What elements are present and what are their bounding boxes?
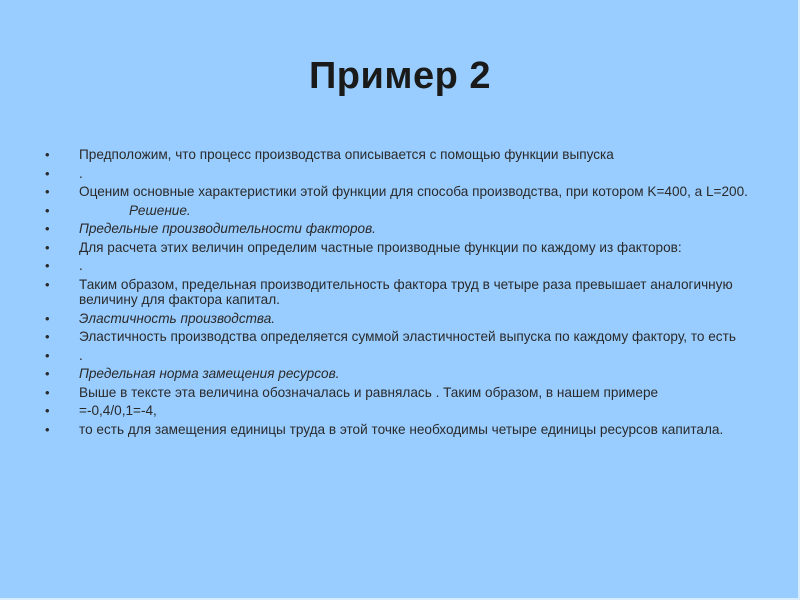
list-item-text: Решение. <box>129 202 191 218</box>
list-item <box>0 221 800 237</box>
list-item-text: Таким образом, предельная производительность фактора труд в четыре раза превышает аналогичную величину для фактора капитал. <box>79 276 733 307</box>
list-item-text: Предположим, что процесс производства описывается с помощью функции выпуска <box>79 147 614 162</box>
list-item-text: то есть для замещения единицы труда в этой точке необходимы четыре единицы ресурсов капитала. <box>79 421 724 437</box>
bullet-icon: • <box>45 147 50 162</box>
list-item <box>0 184 800 200</box>
list-item <box>0 403 800 419</box>
list-item <box>0 422 800 438</box>
bullet-icon: • <box>45 366 50 381</box>
list-item-text: Выше в тексте эта величина обозначалась и равнялась . Таким образом, в нашем примере <box>79 384 659 400</box>
list-item <box>0 277 800 308</box>
bullet-icon: • <box>45 347 50 363</box>
list-item <box>0 366 800 382</box>
list-item <box>0 240 800 256</box>
list-item-text: . <box>79 258 83 273</box>
list-item-text: Эластичность производства определяется суммой эластичностей выпуска по каждому фактору, то есть <box>79 329 736 344</box>
bullet-icon: • <box>45 165 50 181</box>
bullet-icon: • <box>45 258 50 273</box>
bullet-icon: • <box>45 329 50 344</box>
list-item <box>0 348 800 364</box>
list-item <box>0 329 800 345</box>
bullet-icon: • <box>45 184 50 199</box>
list-item-text: Оценим основные характеристики этой функции для способа производства, при котором K=400, а L=200. <box>79 184 748 199</box>
list-item <box>0 258 800 274</box>
list-item-text: Предельная норма замещения ресурсов. <box>79 366 340 381</box>
bullet-icon: • <box>45 276 50 292</box>
list-item <box>0 147 800 163</box>
bullet-icon: • <box>45 239 50 255</box>
bullet-icon: • <box>45 421 50 437</box>
bullet-icon: • <box>45 221 50 236</box>
slide-title: Пример 2 <box>308 55 492 97</box>
list-item-text: . <box>79 347 83 363</box>
list-item-text: . <box>79 165 83 181</box>
list-item <box>0 203 800 219</box>
list-item-text: Эластичность производства. <box>79 310 276 326</box>
bullet-icon: • <box>45 403 50 418</box>
list-item-text: Для расчета этих величин определим частные производные функции по каждому из факторов: <box>79 239 682 255</box>
bullet-list <box>0 147 800 440</box>
list-item <box>0 385 800 401</box>
list-item-text: =-0,4/0,1=-4, <box>79 403 157 418</box>
list-item <box>0 311 800 327</box>
list-item <box>0 166 800 182</box>
bullet-icon: • <box>45 384 50 400</box>
bullet-icon: • <box>45 202 50 218</box>
bullet-icon: • <box>45 310 50 326</box>
list-item-text: Предельные производительности факторов. <box>79 221 376 236</box>
